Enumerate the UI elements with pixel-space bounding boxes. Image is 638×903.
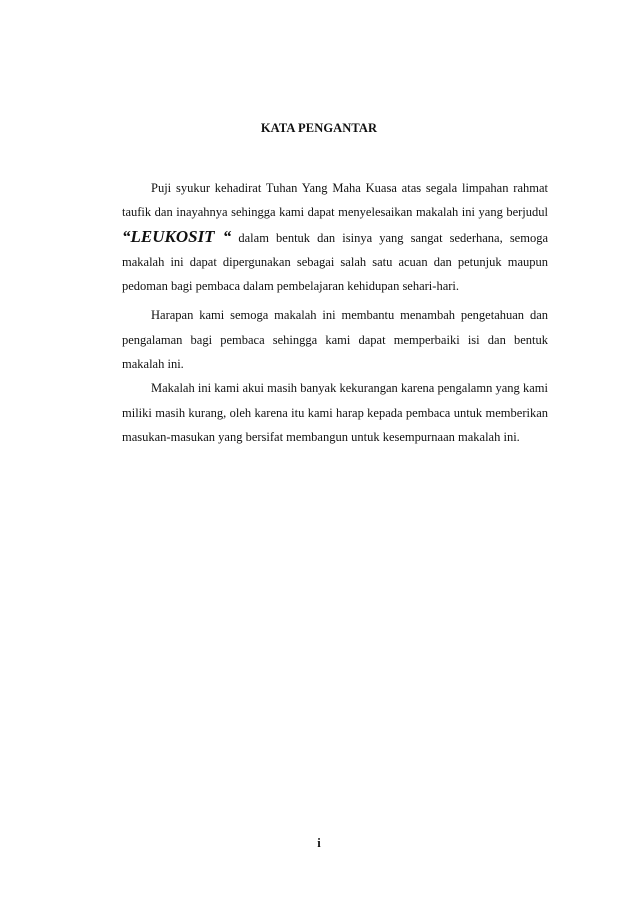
paragraph-1 [122, 176, 548, 298]
paragraph-3: Makalah ini kami akui masih banyak kekurangan karena pengalamn yang kami miliki masih kurang, oleh karena itu kami harap kepada pembaca untuk memberikan masukan-masukan yang bersifat membangun untuk kesempurnaan makalah ini. [122, 381, 548, 444]
paragraph-1-rest: dalam bentuk dan isinya yang sangat sederhana, semoga makalah ini dapat dipergunakan sebagai salah satu acuan dan petunjuk maupun pedoman bagi pembaca dalam pembelajaran kehidupan sehari-hari. [122, 230, 548, 294]
document-body [122, 176, 548, 449]
page-number: i [317, 836, 321, 850]
page-title: KATA PENGANTAR [260, 121, 378, 135]
paper-title-emphasis: “LEUKOSIT “ [122, 226, 232, 246]
paragraph-1-intro: Puji syukur kehadirat Tuhan Yang Maha Kuasa atas segala limpahan rahmat taufik dan inayahnya sehingga kami dapat menyelesaikan makalah ini yang berjudul [122, 181, 548, 220]
paragraph-2: Harapan kami semoga makalah ini membantu menambah pengetahuan dan pengalaman bagi pembaca sehingga kami dapat memperbaiki isi dan bentuk makalah ini. [122, 308, 548, 372]
